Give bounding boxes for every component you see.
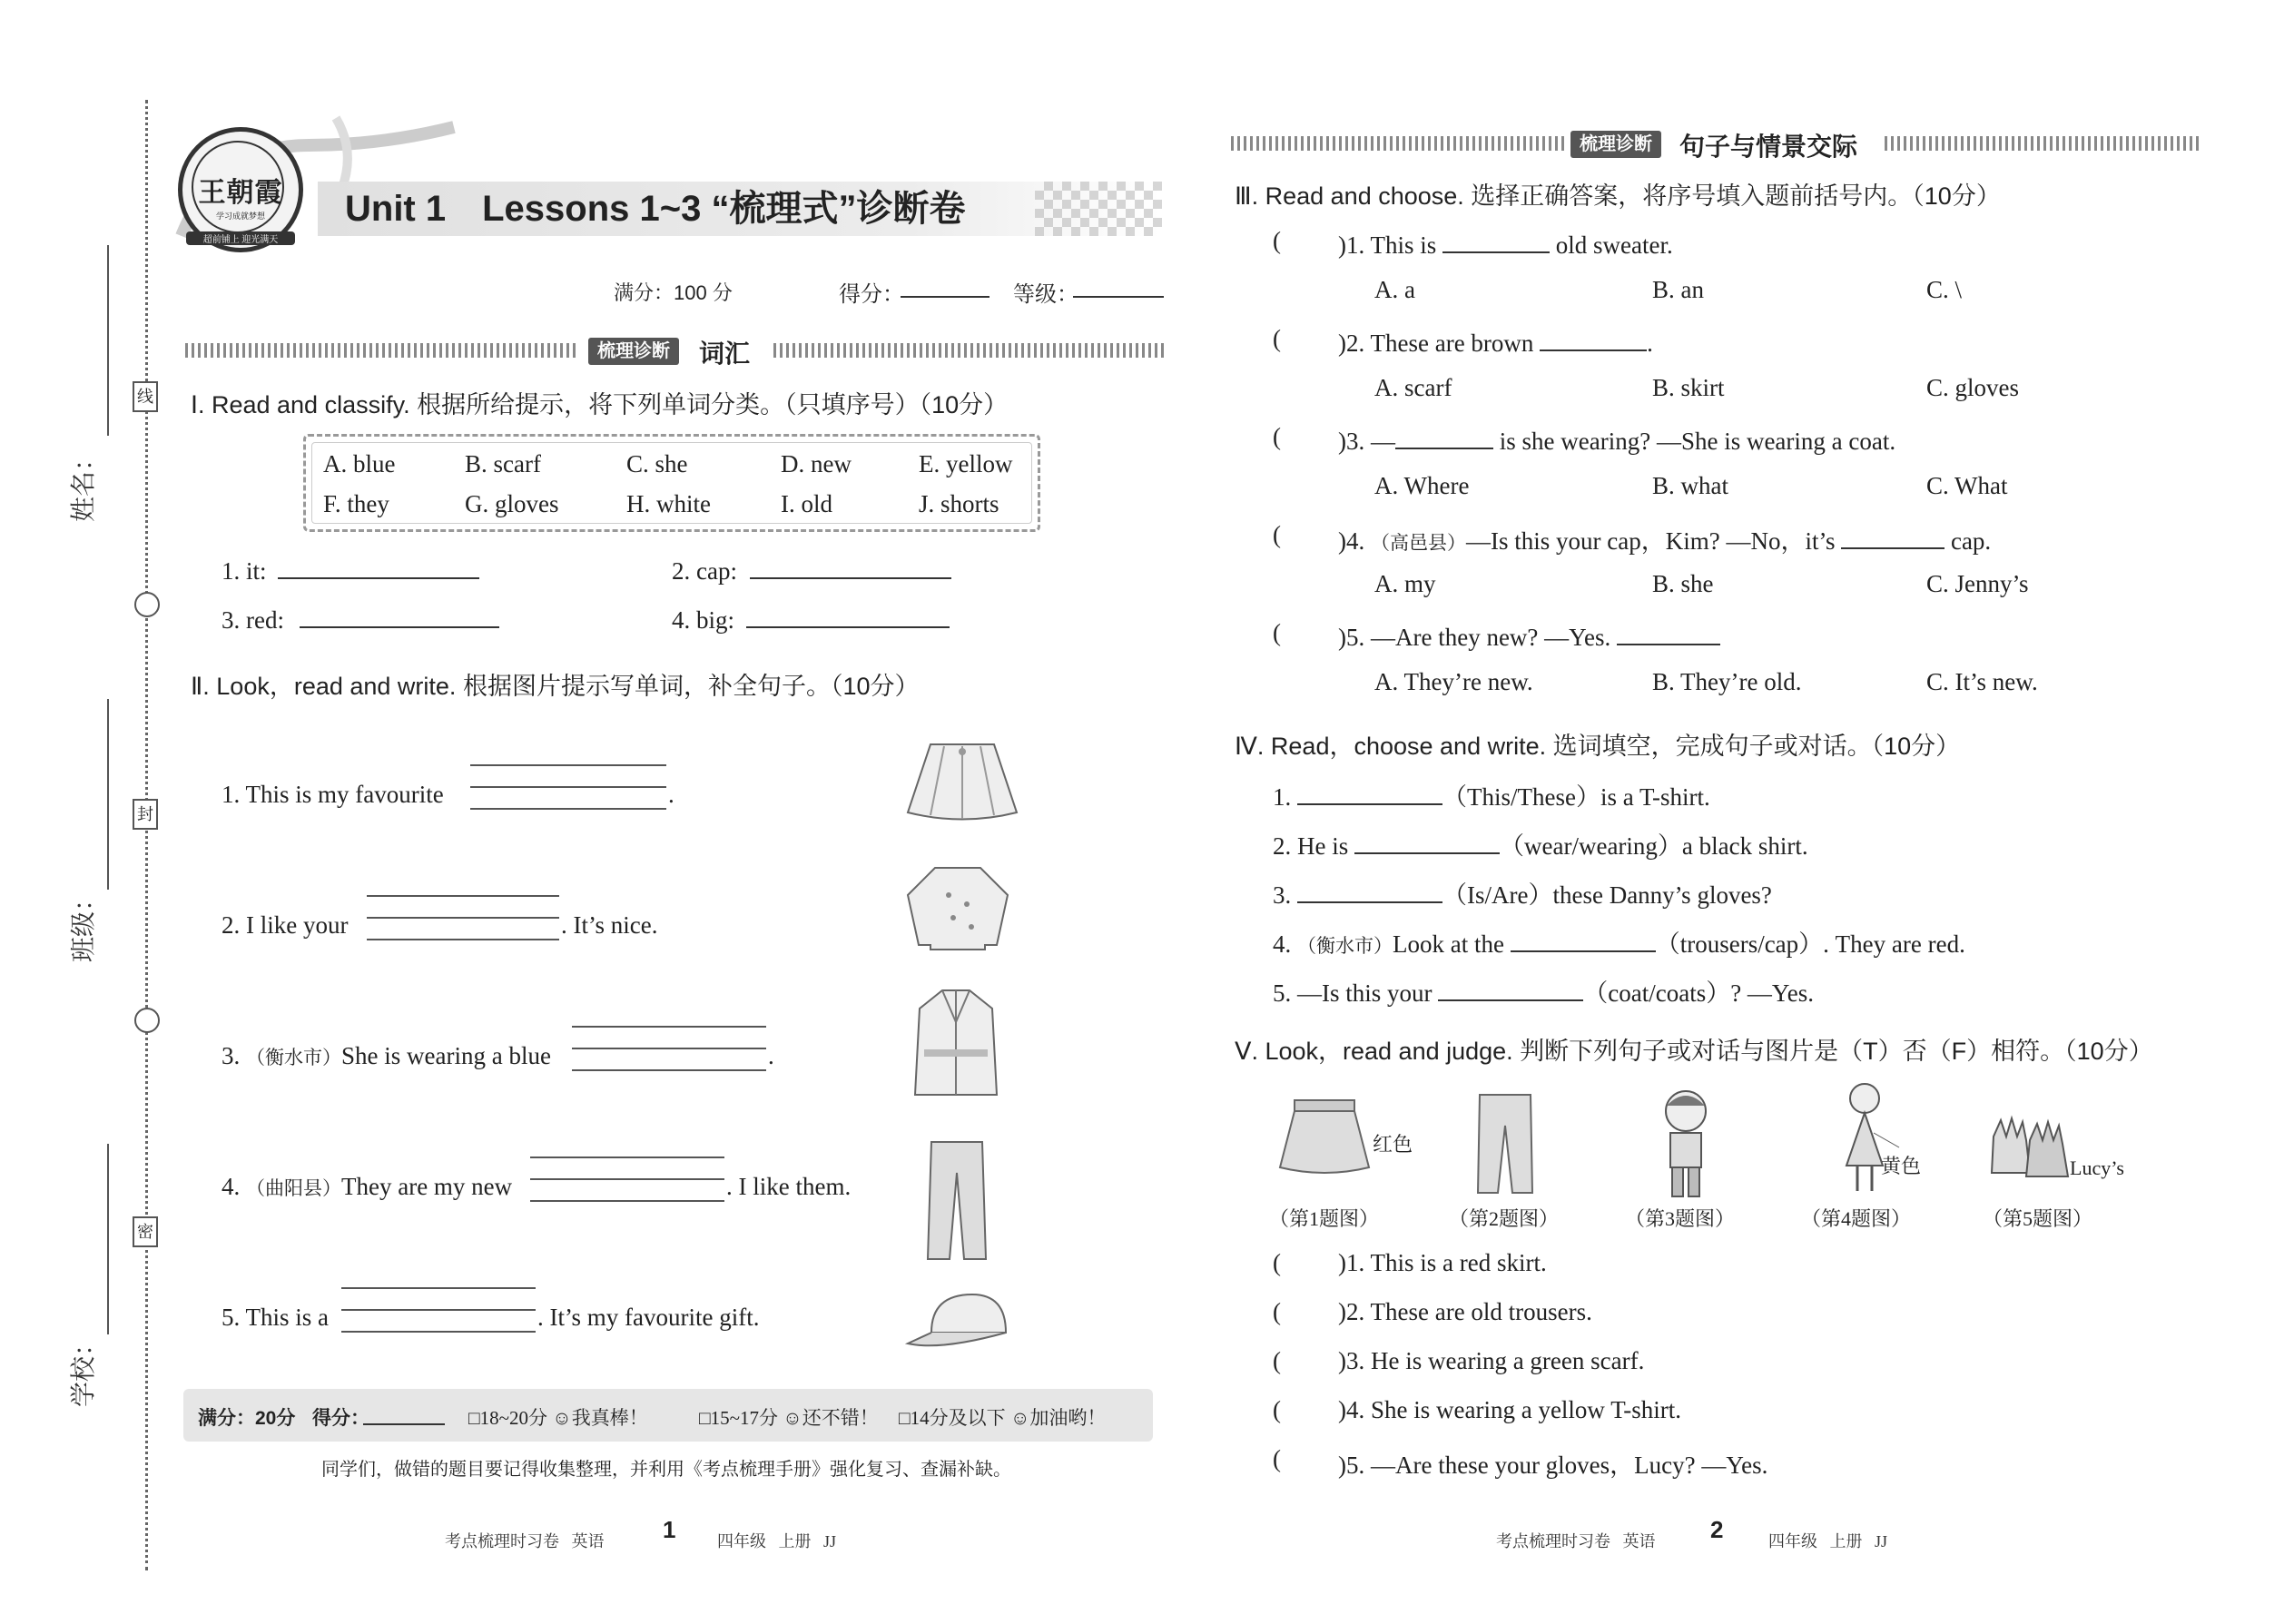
judge-bracket[interactable]: ( [1273,1298,1281,1325]
judge-bracket[interactable]: ( [1273,1445,1281,1472]
picture-caption: （第3题图） [1625,1207,1736,1230]
category-label: 1. it: [222,557,267,585]
page-number-left: 1 [663,1516,676,1543]
section-title-sentences: 句子与情景交际 [1679,133,1858,161]
picture-color-label: 黄色 [1881,1155,1922,1177]
q5-item: )1. This is a red skirt. [1338,1249,1547,1276]
sweater-icon [899,859,1017,959]
q3-item: )5. —Are they new? —Yes. [1338,619,1720,652]
logo-name: 王朝霞 [198,178,283,208]
logo-tag: 超前铺上 迎光满天 [186,231,295,245]
section-divider [1885,136,2202,151]
fill-blank[interactable] [1297,877,1442,903]
class-label: 班级： [69,885,97,962]
category-label: 2. cap: [672,557,737,585]
footer-right-grade: 四年级 上册 JJ [1768,1532,1888,1550]
binding-dotted-line [145,100,148,1570]
word-option: E. yellow [919,450,1013,477]
class-line [107,699,109,890]
choice-option: A. Where [1374,472,1470,499]
section-divider [773,343,1164,358]
choice-option: C. It’s new. [1926,668,2038,695]
choice-option: C. What [1926,472,2008,499]
answer-bracket[interactable]: ( [1273,521,1281,548]
judge-bracket[interactable]: ( [1273,1249,1281,1276]
cheer-face-icon: ☺ [1005,1407,1030,1429]
logo-motto: 学习成就梦想 [215,212,265,221]
q2-item-suffix: . I like them. [726,1173,852,1200]
choice-option: B. skirt [1652,374,1725,401]
choice-option: C. Jenny’s [1926,570,2029,597]
word-option: F. they [323,490,389,517]
q1-heading: Ⅰ. Read and classify. 根据所给提示，将下列单词分类。（只填序号）（10分） [191,391,1009,418]
q4-item: 1. （This/These）is a T-shirt. [1273,777,1710,812]
category-answer-field[interactable] [278,563,479,579]
choice-option: A. scarf [1374,374,1452,401]
q3-item: )1. This is old sweater. [1338,227,1673,260]
choice-option: A. my [1374,570,1436,597]
q3-item: )4. （高邑县）—Is this your cap，Kim? —No，it’s cap. [1338,521,1991,556]
q2-item-suffix: . It’s nice. [561,911,658,939]
trousers-icon [921,1137,993,1264]
skirt-icon [899,735,1026,826]
grade-label: 等级： [1013,282,1078,307]
q2-item-suffix: . [768,1042,774,1069]
category-label: 3. red: [222,606,284,634]
q2-item: 1. This is my favourite [222,781,444,808]
choice-option: B. what [1652,472,1728,499]
picture-caption: （第1题图） [1269,1207,1380,1230]
answer-bracket[interactable]: ( [1273,325,1281,352]
review-note: 同学们，做错的题目要记得收集整理，并利用《考点梳理手册》强化复习、查漏补缺。 [321,1460,1011,1480]
full-score: 满分：100 分 [614,281,733,304]
section-divider [185,343,579,358]
answer-bracket[interactable]: ( [1273,619,1281,646]
punch-hole-icon [134,592,160,617]
q2-item-suffix: . [668,781,674,808]
rating-option-2[interactable]: □15~17分 ☺还不错！ [699,1407,879,1429]
q4-item: 3. （Is/Are）these Danny’s gloves? [1273,875,1772,910]
judge-bracket[interactable]: ( [1273,1347,1281,1374]
seal-mark-secret: 密 [133,1216,158,1247]
q4-item: 4. （衡水市）Look at the （trousers/cap）. They are red. [1273,924,1965,960]
name-label: 姓名： [69,445,97,522]
q2-item: 2. I like your [222,911,349,939]
q3-item: )2. These are brown . [1338,325,1653,358]
red-skirt-icon [1275,1095,1374,1186]
q2-heading: Ⅱ. Look，read and write. 根据图片提示写单词，补全句子。（10分） [191,673,920,700]
choice-option: A. a [1374,276,1415,303]
q2-item: 3. （衡水市）She is wearing a blue [222,1042,551,1069]
word-option: H. white [626,490,711,517]
section-full-score: 满分：20分 [198,1408,296,1429]
q4-item: 2. He is （wear/wearing）a black shirt. [1273,826,1808,861]
section-divider [1231,136,1567,151]
q5-heading: Ⅴ. Look，read and judge. 判断下列句子或对话与图片是（T）否（F）相符。（10分） [1235,1038,2153,1065]
word-option: C. she [626,450,688,477]
gloves-icon [1984,1109,2075,1182]
category-answer-field[interactable] [750,563,951,579]
picture-caption: （第5题图） [1983,1207,2093,1230]
coat-icon [906,986,1006,1104]
punch-hole-icon [134,1008,160,1033]
footer-left-grade: 四年级 上册 JJ [717,1532,837,1550]
neutral-face-icon: ☺ [778,1407,802,1429]
word-option: G. gloves [465,490,559,517]
word-option: B. scarf [465,450,541,477]
four-line-writing-field[interactable] [341,1287,536,1333]
picture-owner-label: Lucy’s [2070,1156,2124,1179]
picture-color-label: 红色 [1373,1133,1413,1156]
category-answer-field[interactable] [746,612,950,628]
judge-bracket[interactable]: ( [1273,1396,1281,1423]
page-title: Unit 1 Lessons 1~3 “梳理式”诊断卷 [345,189,966,229]
title-checker-decoration [1035,182,1162,236]
picture-caption: （第2题图） [1449,1207,1560,1230]
choice-option: B. an [1652,276,1704,303]
rating-option-1[interactable]: □18~20分 ☺我真棒！ [468,1407,648,1429]
q5-item: )2. These are old trousers. [1338,1298,1592,1325]
section-badge: 梳理诊断 [1570,131,1661,158]
fill-blank[interactable] [1297,779,1442,805]
q4-heading: Ⅳ. Read，choose and write. 选词填空，完成句子或对话。（10分） [1235,733,1961,760]
choice-option: C. gloves [1926,374,2020,401]
word-option: A. blue [323,450,396,477]
score-field[interactable] [901,281,989,298]
boy-icon [1645,1086,1727,1204]
fill-blank[interactable] [1438,975,1583,1001]
category-answer-field[interactable] [300,612,499,628]
q2-item-suffix: . It’s my favourite gift. [537,1304,760,1331]
picture-caption: （第4题图） [1801,1207,1912,1230]
school-line [107,1144,109,1334]
q5-item: )4. She is wearing a yellow T-shirt. [1338,1396,1681,1423]
brand-logo [178,127,303,252]
four-line-writing-field[interactable] [367,895,559,940]
school-label: 学校： [69,1330,97,1407]
footer-right: 考点梳理时习卷 英语 [1496,1532,1656,1550]
q2-item: 5. This is a [222,1304,330,1331]
answer-bracket[interactable]: ( [1273,423,1281,450]
trousers-picture-icon [1469,1089,1541,1198]
page-number-right: 2 [1710,1516,1724,1543]
section-score-label: 得分： [312,1408,369,1429]
fill-blank[interactable] [1354,828,1500,854]
choice-option: B. They’re old. [1652,668,1802,695]
smile-face-icon: ☺ [547,1407,572,1429]
footer-left: 考点梳理时习卷 英语 [445,1532,605,1550]
score-label: 得分： [839,282,904,307]
answer-bracket[interactable]: ( [1273,227,1281,254]
section-score-field[interactable] [363,1409,445,1425]
q5-item: )3. He is wearing a green scarf. [1338,1347,1645,1374]
category-label: 4. big: [672,606,735,634]
four-line-writing-field[interactable] [572,1026,766,1071]
fill-blank[interactable] [1511,926,1656,952]
four-line-writing-field[interactable] [530,1156,724,1202]
seal-mark-line: 线 [133,381,158,412]
choice-option: A. They’re new. [1374,668,1533,695]
q5-item: )5. —Are these your gloves，Lucy? —Yes. [1338,1452,1768,1479]
cap-icon [904,1287,1013,1360]
section-title-vocab: 词汇 [699,340,751,368]
word-option: D. new [781,450,852,477]
word-option: J. shorts [919,490,999,517]
section-badge: 梳理诊断 [588,338,679,365]
q3-item: )3. — is she wearing? —She is wearing a coat. [1338,423,1895,456]
choice-option: B. she [1652,570,1714,597]
name-line [107,245,109,436]
seal-mark-seal: 封 [133,799,158,830]
q2-item: 4. （曲阳县）They are my new [222,1173,513,1200]
q3-heading: Ⅲ. Read and choose. 选择正确答案，将序号填入题前括号内。（10分） [1235,182,2001,210]
rating-option-3[interactable]: □14分及以下 ☺加油哟！ [899,1407,1107,1429]
four-line-writing-field[interactable] [470,764,666,810]
q4-item: 5. —Is this your （coat/coats）? —Yes. [1273,973,1814,1009]
choice-option: C. \ [1926,276,1963,303]
word-option: I. old [781,490,832,517]
grade-field[interactable] [1073,281,1164,298]
